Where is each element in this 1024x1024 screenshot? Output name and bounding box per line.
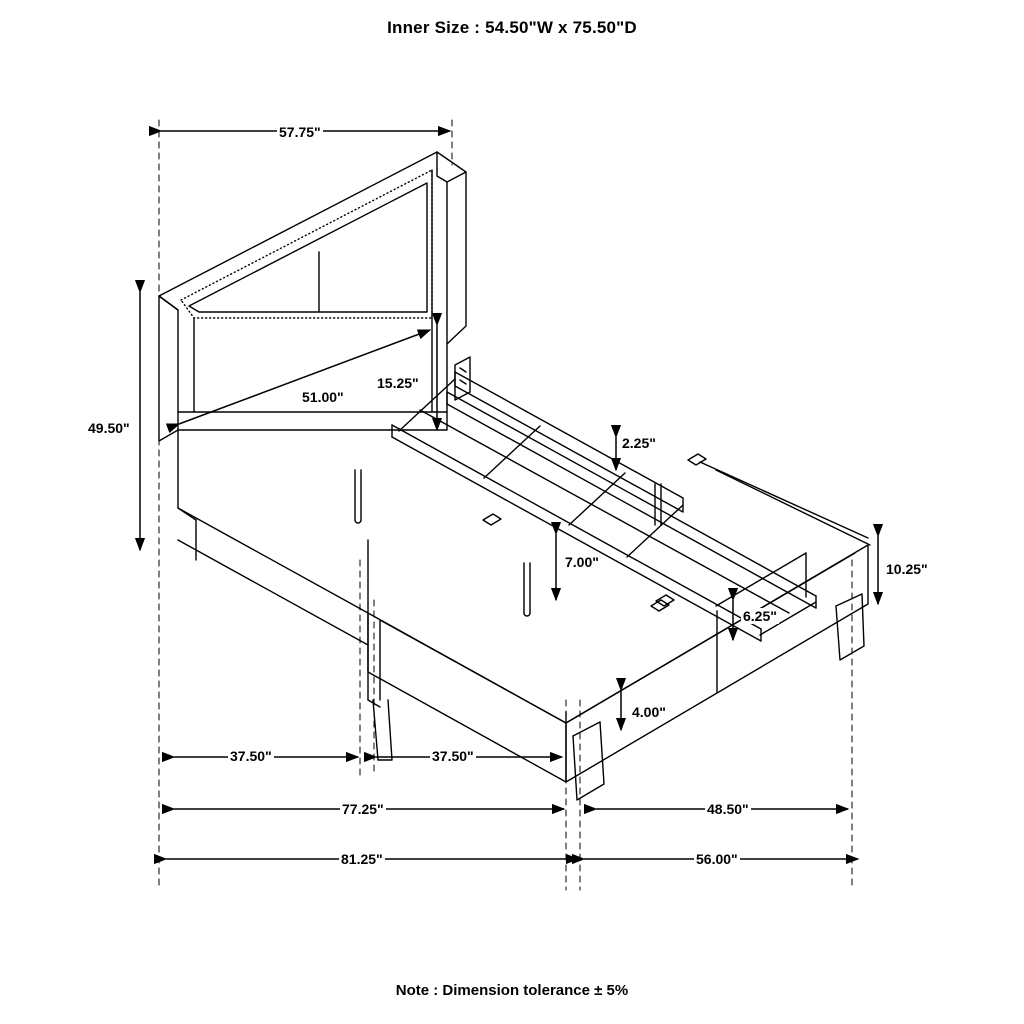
dim-label-overall-height: 49.50" <box>88 420 130 436</box>
tolerance-note: Note : Dimension tolerance ± 5% <box>395 982 629 999</box>
dim-label-overall-width: 56.00" <box>696 851 738 867</box>
dim-label-headboard-panel-width: 51.00" <box>302 389 344 405</box>
dim-label-side-rail-height: 10.25" <box>886 561 928 577</box>
page-title: Inner Size : 54.50"W x 75.50"D <box>387 18 637 37</box>
dim-label-headboard-width: 57.75" <box>279 124 321 140</box>
dim-label-headboard-post-gap: 15.25" <box>377 375 419 391</box>
dim-label-half-length-back: 37.50" <box>432 748 474 764</box>
dim-label-footboard-rail-height: 6.25" <box>743 608 777 624</box>
dim-label-inner-width: 48.50" <box>707 801 749 817</box>
dim-label-half-length-front: 37.50" <box>230 748 272 764</box>
dim-label-overall-length: 81.25" <box>341 851 383 867</box>
dim-label-inner-length: 77.25" <box>342 801 384 817</box>
dim-label-slat-height: 7.00" <box>565 554 599 570</box>
dim-label-rail-thickness: 2.25" <box>622 435 656 451</box>
dim-label-leg-height: 4.00" <box>632 704 666 720</box>
